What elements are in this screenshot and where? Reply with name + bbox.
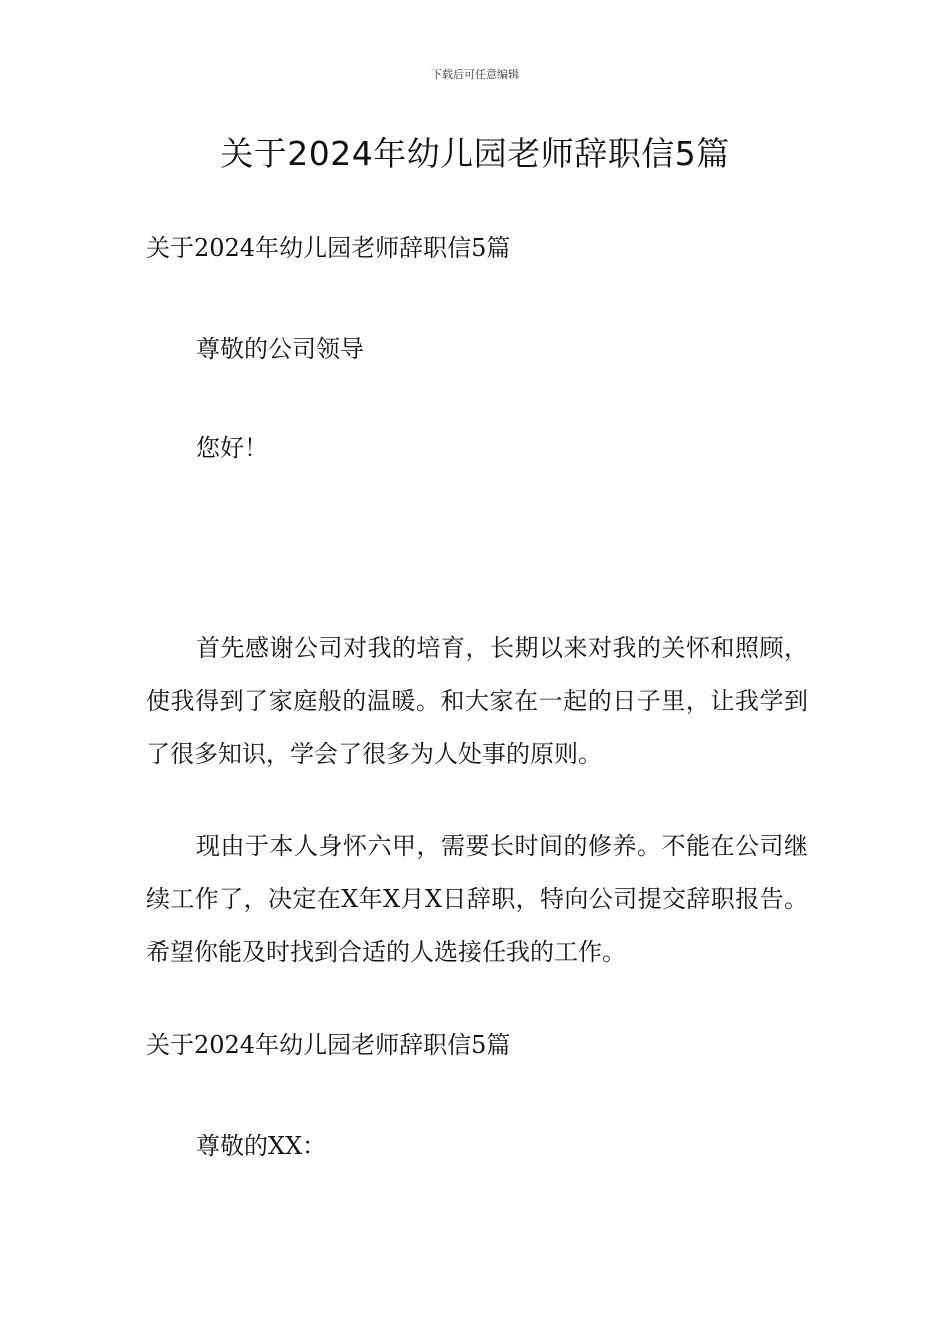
- greeting: 您好！: [196, 434, 268, 462]
- section-heading: 关于2024年幼儿园老师辞职信5篇: [146, 234, 511, 262]
- body-paragraph: 现由于本人身怀六甲，需要长时间的修养。不能在公司继续工作了，决定在X年X月X日辞职，特向公司提交辞职报告。希望你能及时找到合适的人选接任我的工作。: [146, 832, 808, 966]
- salutation: 尊敬的XX：: [196, 1132, 327, 1160]
- salutation: 尊敬的公司领导: [196, 335, 364, 363]
- header-note: 下载后可任意编辑: [431, 68, 519, 81]
- body-paragraph: 首先感谢公司对我的培育，长期以来对我的关怀和照顾，使我得到了家庭般的温暖。和大家在一起的日子里，让我学到了很多知识，学会了很多为人处事的原则。: [146, 634, 808, 768]
- section-heading: 关于2024年幼儿园老师辞职信5篇: [146, 1031, 511, 1059]
- page-title: 关于2024年幼儿园老师辞职信5篇: [220, 134, 730, 173]
